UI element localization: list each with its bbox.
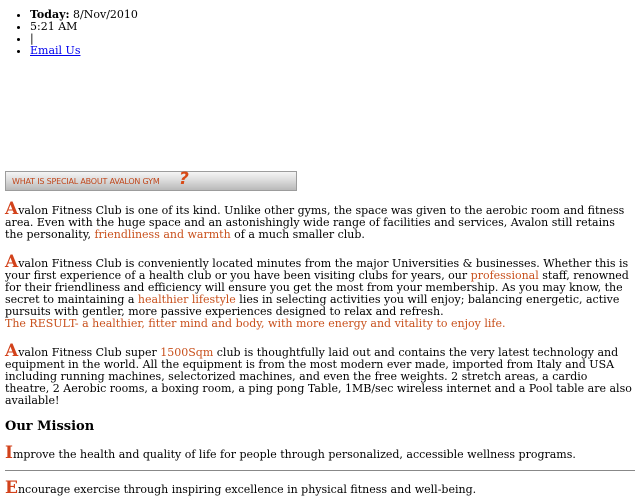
mission-next-text: ncourage exercise through inspiring excellence in physical fitness and well-being.: [17, 483, 477, 496]
drop-cap: A: [5, 199, 19, 219]
p2-highlight-professional: professional: [470, 269, 539, 282]
mission-statement: [5, 443, 635, 463]
mission-text: mprove the health and quality of life for people through personalized, accessible wellness programs.: [12, 448, 576, 461]
drop-cap: A: [5, 252, 19, 272]
p2-text-1: valon Fitness Club is conveniently located minutes from the major Universities & businesses. Whether this is your first experience of a health club or you have been visiting clubs for years, our: [5, 257, 629, 282]
divider-line: [5, 470, 635, 471]
section-banner: [5, 171, 297, 191]
mission-next-line: [5, 478, 635, 498]
top-info-list: [12, 9, 138, 57]
email-item: [30, 45, 138, 57]
p2-result: The RESULT- a healthier, fitter mind and body, with more energy and vitality to enjoy life.: [5, 317, 506, 330]
time-item: [30, 21, 138, 33]
p2-highlight-lifestyle: healthier lifestyle: [137, 293, 236, 306]
current-time: 5:21 AM: [30, 20, 78, 33]
p3-text-2: club is thoughtfully laid out and contains the very latest technology and equipment in the world. All the equipment is from the most modern ever made, imported from Italy and USA including running machines, selectorized machines, and even the free weights. 2 stretch areas, a cardio theatre, 2 Aerobic rooms, a boxing room, a ping pong Table, 1MB/sec wireless internet and a Pool table are also available!: [5, 346, 632, 407]
main-content: [5, 199, 635, 498]
question-mark-icon: ?: [179, 169, 189, 189]
today-label: Today:: [30, 8, 70, 21]
top-info-bar: [12, 9, 138, 57]
paragraph-location: [5, 252, 635, 330]
drop-cap: I: [5, 443, 13, 463]
email-us-link[interactable]: Email Us: [30, 44, 81, 57]
p2-text-2: staff, renowned for their friendliness and efficiency will ensure you get the most from your membership. As you may know, the secret to maintaining a: [5, 269, 629, 306]
p3-text-1: valon Fitness Club super: [18, 346, 161, 359]
banner-title: WHAT IS SPECIAL ABOUT AVALON GYM: [12, 177, 160, 186]
paragraph-intro: [5, 199, 635, 241]
p1-highlight: friendliness and warmth: [94, 228, 231, 241]
p3-highlight-size: 1500Sqm: [160, 346, 214, 359]
paragraph-facilities: [5, 341, 635, 407]
p1-text-2: of a much smaller club.: [230, 228, 365, 241]
divider: |: [30, 32, 34, 45]
p2-text-3: lies in selecting activities you will enjoy; balancing energetic, active pursuits with gentler, more passive experiences designed to relax and refresh.: [5, 293, 620, 318]
mission-heading: Our Mission: [5, 419, 95, 434]
today-date: 8/Nov/2010: [73, 8, 138, 21]
drop-cap: A: [5, 341, 19, 361]
p1-text-1: valon Fitness Club is one of its kind. Unlike other gyms, the space was given to the aerobic room and fitness area. Even with the huge space and an astonishingly wide range of facilities and services, Avalon still retains the personality,: [5, 204, 625, 241]
drop-cap: E: [5, 478, 18, 498]
